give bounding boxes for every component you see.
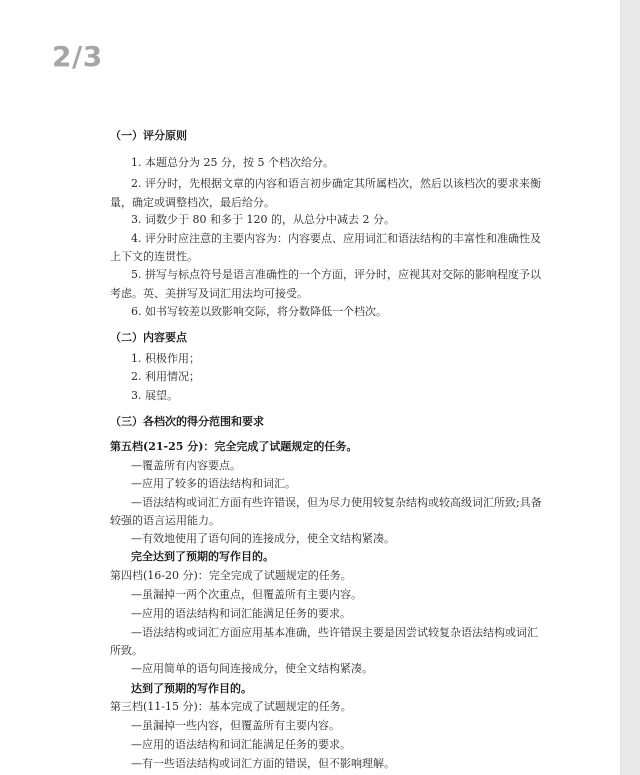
grade-title: 第四档(16-20 分)：完全完成了试题规定的任务。 [110, 569, 352, 582]
criteria-item: —应用简单的语句间连接成分，使全文结构紧凑。 [131, 662, 373, 675]
list-item: 1. 积极作用； [131, 352, 200, 365]
criteria-item: —覆盖所有内容要点。 [131, 459, 241, 472]
list-item-continuation: 上下文的连贯性。 [110, 250, 198, 263]
grade-summary: 达到了预期的写作目的。 [131, 682, 252, 695]
list-item-continuation: 考虑。英、美拼写及词汇用法均可接受。 [110, 287, 308, 300]
page-edge-shadow [622, 0, 640, 775]
list-item: 5. 拼写与标点符号是语言准确性的一个方面，评分时，应视其对交际的影响程度予以 [131, 268, 541, 281]
grade-summary: 完全达到了预期的写作目的。 [131, 550, 274, 563]
list-item: 2. 评分时，先根据文章的内容和语言初步确定其所属档次，然后以该档次的要求来衡 [131, 177, 541, 190]
section-heading-scoring-principles: （一）评分原则 [110, 129, 187, 142]
list-item: 4. 评分时应注意的主要内容为：内容要点、应用词汇和语法结构的丰富性和准确性及 [131, 232, 541, 245]
grade-title: 第三档(11-15 分)：基本完成了试题规定的任务。 [110, 700, 352, 713]
grade-title: 第五档(21-25 分)：完全完成了试题规定的任务。 [110, 440, 358, 453]
list-item: 2. 利用情况； [131, 370, 200, 383]
criteria-item: —应用的语法结构和词汇能满足任务的要求。 [131, 607, 351, 620]
list-item-continuation: 量，确定或调整档次，最后给分。 [110, 196, 275, 209]
criteria-item-continuation: 所致。 [110, 644, 143, 657]
criteria-item: —应用了较多的语法结构和词汇。 [131, 477, 296, 490]
page-indicator: 2/3 [52, 40, 103, 73]
section-heading-grade-ranges: （三）各档次的得分范围和要求 [110, 415, 264, 428]
criteria-item: —有一些语法结构或词汇方面的错误，但不影响理解。 [131, 757, 395, 770]
criteria-item-continuation: 较强的语言运用能力。 [110, 514, 220, 527]
criteria-item: —虽漏掉一些内容，但覆盖所有主要内容。 [131, 719, 340, 732]
list-item: 3. 词数少于 80 和多于 120 的，从总分中减去 2 分。 [131, 213, 395, 226]
list-item: 6. 如书写较差以致影响交际，将分数降低一个档次。 [131, 305, 387, 318]
list-item: 1. 本题总分为 25 分，按 5 个档次给分。 [131, 156, 334, 169]
criteria-item: —应用的语法结构和词汇能满足任务的要求。 [131, 738, 351, 751]
criteria-item: —有效地使用了语句间的连接成分，使全文结构紧凑。 [131, 532, 395, 545]
section-heading-content-points: （二）内容要点 [110, 331, 187, 344]
criteria-item: —语法结构或词汇方面应用基本准确，些许错误主要是因尝试较复杂语法结构或词汇 [131, 626, 538, 639]
criteria-item: —虽漏掉一两个次重点，但覆盖所有主要内容。 [131, 588, 362, 601]
list-item: 3. 展望。 [131, 389, 178, 402]
criteria-item: —语法结构或词汇方面有些许错误，但为尽力使用较复杂结构或较高级词汇所致;具备 [131, 496, 542, 509]
